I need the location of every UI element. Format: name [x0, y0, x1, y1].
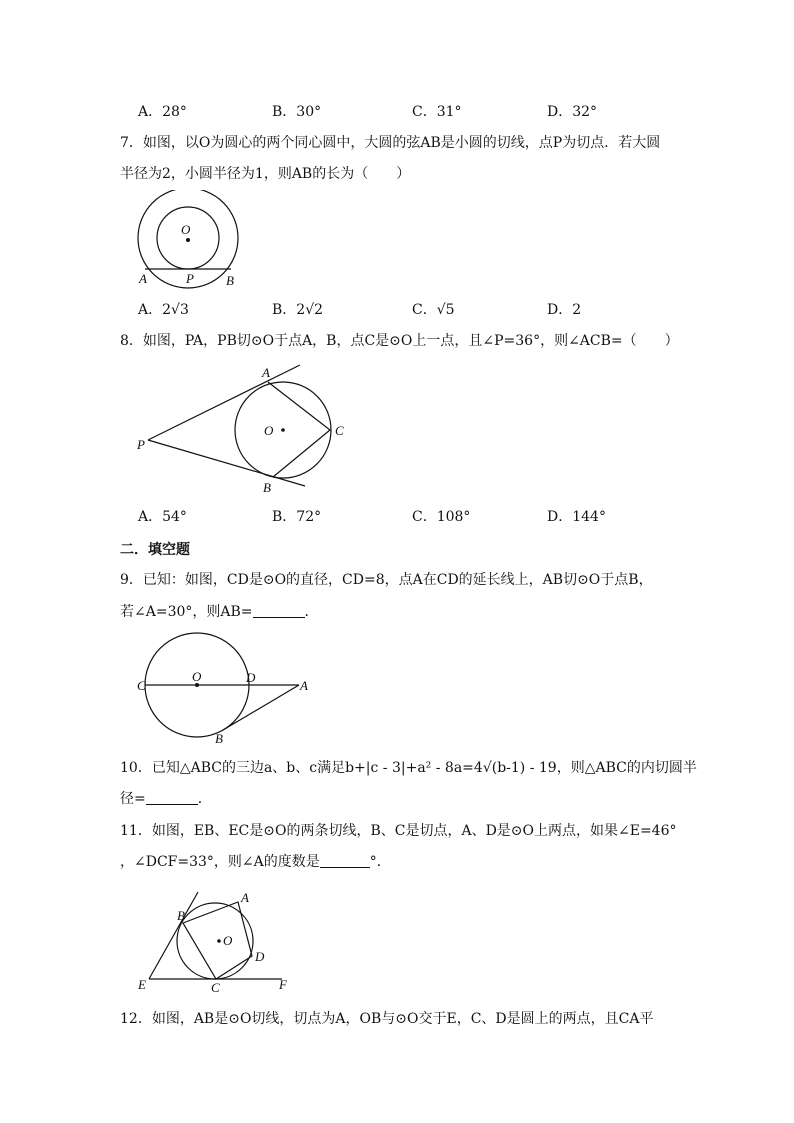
q8-option-a: A．54°: [138, 509, 187, 525]
q7-label-a: A: [139, 271, 147, 286]
q8-label-a: A: [262, 365, 270, 380]
q11-label-c: C: [211, 980, 220, 995]
q7-question-line2: 半径为2，小圆半径为1，则AB的长为（ ）: [120, 166, 411, 182]
q11-label-d: D: [255, 949, 265, 964]
q11-figure: [135, 890, 295, 995]
q7-figure: [130, 190, 250, 290]
q10-text-pre: 径=: [120, 791, 146, 807]
q6-option-c: C．31°: [412, 104, 462, 120]
q11-answer-blank[interactable]: [320, 853, 370, 868]
q7-option-a: A．2√3: [138, 302, 189, 318]
q11-label-o: O: [223, 933, 233, 948]
q9-text-pre: 若∠A=30°，则AB=: [120, 604, 253, 620]
q8-option-c: C．108°: [412, 509, 471, 525]
q7-center-dot: [186, 238, 190, 242]
section-title: 二．填空题: [120, 542, 190, 558]
q12-question: 12．如图，AB是⊙O切线，切点为A，OB与⊙O交于E，C、D是圆上的两点，且CA平: [120, 1011, 654, 1027]
q7-option-b: B．2√2: [272, 302, 324, 318]
q9-label-b: B: [215, 731, 223, 746]
q8-tangent-pb: [148, 440, 305, 486]
q11-center-dot: [217, 939, 221, 943]
q11-text-pre: ，∠DCF=33°，则∠A的度数是: [120, 854, 320, 870]
q7-label-o: O: [181, 222, 191, 237]
q7-label-b: B: [226, 273, 234, 288]
q10-text-post: ．: [197, 791, 212, 807]
q7-question-line1: 7．如图，以O为圆心的两个同心圆中，大圆的弦AB是小圆的切线，点P为切点．若大圆: [120, 135, 661, 151]
q9-tangent-ab: [223, 685, 299, 730]
q6-option-d: D．32°: [547, 104, 598, 120]
q9-label-c: C: [137, 678, 146, 693]
q7-label-p: P: [186, 271, 194, 286]
q9-label-o: O: [192, 669, 202, 684]
q9-label-d: D: [246, 670, 256, 685]
q11-label-e: E: [138, 977, 146, 992]
q7-option-c: C．√5: [412, 302, 455, 318]
q9-question-line1: 9．已知：如图，CD是⊙O的直径，CD=8，点A在CD的延长线上，AB切⊙O于点B，: [120, 572, 653, 588]
q8-label-p: P: [137, 437, 145, 452]
q8-tangent-pa: [148, 365, 300, 440]
q10-answer-blank[interactable]: [146, 790, 198, 805]
q11-label-f: F: [279, 977, 287, 992]
q9-question-line2: [120, 602, 319, 622]
q8-label-b: B: [263, 480, 271, 495]
q7-option-d: D．2: [547, 302, 582, 318]
q8-label-o: O: [264, 423, 274, 438]
q8-chords-ac-cb: [268, 382, 330, 477]
q8-option-d: D．144°: [547, 509, 606, 525]
q9-figure: [133, 630, 323, 750]
q11-label-b: B: [177, 908, 185, 923]
q8-label-c: C: [335, 423, 344, 438]
q9-label-a: A: [300, 678, 308, 693]
q11-question-line2: [120, 852, 391, 872]
q9-text-post: ．: [304, 604, 319, 620]
q6-option-b: B．30°: [272, 104, 322, 120]
q11-question-line1: 11．如图，EB、EC是⊙O的两条切线，B、C是切点，A、D是⊙O上两点，如果∠E=46°: [120, 823, 677, 839]
q10-question-line1: 10．已知△ABC的三边a、b、c满足b+|c - 3|+a² - 8a=4√(b-1) - 19，则△ABC的内切圆半: [120, 760, 697, 776]
q11-text-post: °．: [369, 854, 391, 870]
q8-question: 8．如图，PA，PB切⊙O于点A，B，点C是⊙O上一点，且∠P=36°，则∠ACB=（ ）: [120, 333, 679, 349]
q8-center-dot: [281, 428, 285, 432]
q10-question-line2: [120, 789, 212, 809]
q8-figure: [130, 360, 360, 500]
q11-label-a: A: [241, 890, 249, 905]
q6-option-a: A．28°: [138, 104, 187, 120]
q9-answer-blank[interactable]: [253, 603, 305, 618]
q8-option-b: B．72°: [272, 509, 322, 525]
